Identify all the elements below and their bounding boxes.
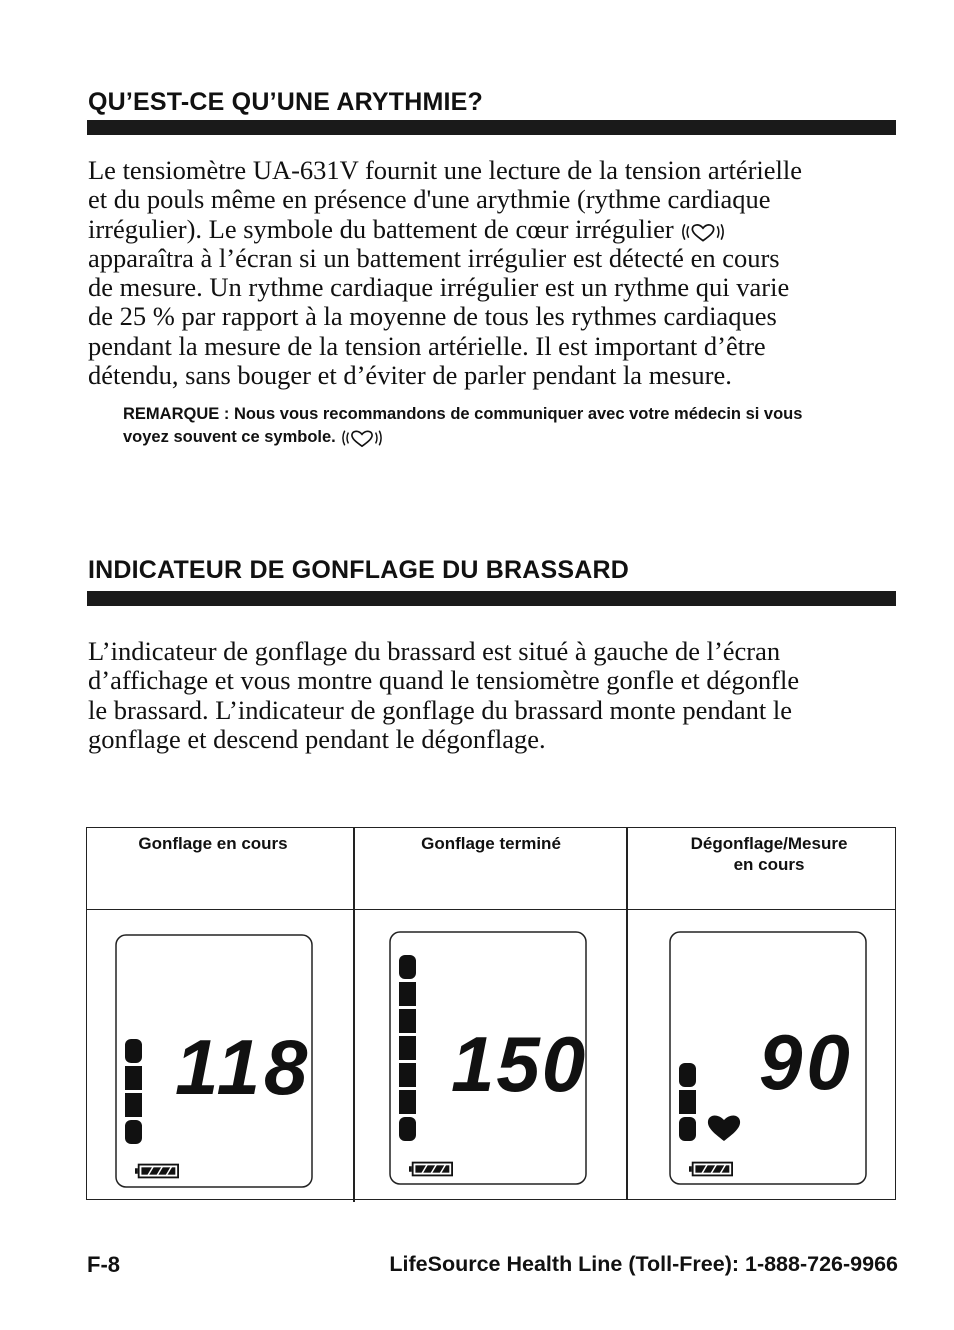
cuff-segment: [399, 1009, 416, 1033]
cuff-segment: [679, 1090, 696, 1114]
column-divider: [353, 828, 355, 1202]
cuff-indicator-paragraph: [88, 637, 888, 754]
cuff-segment: [399, 1036, 416, 1060]
irregular-heartbeat-icon: [340, 428, 384, 448]
paragraph-line: Le tensiomètre UA-631V fournit une lecture de la tension artérielle: [88, 155, 803, 185]
cuff-segment: [679, 1063, 696, 1087]
paragraph-line: L’indicateur de gonflage du brassard est situé à gauche de l’écran: [88, 636, 781, 666]
cuff-segment: [679, 1117, 696, 1141]
battery-icon: [135, 1165, 178, 1178]
footer-contact: LifeSource Health Line (Toll-Free): 1-888-726-9966: [389, 1252, 898, 1276]
cuff-indicator: [125, 1039, 142, 1144]
note-text: voyez souvent ce symbole.: [123, 428, 336, 446]
paragraph-line: apparaîtra à l’écran si un battement irrégulier est détecté en cours: [88, 242, 780, 273]
column-divider: [626, 828, 628, 1199]
paragraph-line: gonflage et descend pendant le dégonflage.: [88, 723, 546, 754]
cuff-indicator: [399, 955, 416, 1141]
paragraph-line: détendu, sans bouger et d’éviter de parler pendant la mesure.: [88, 360, 732, 391]
cuff-segment: [125, 1120, 142, 1144]
section-rule: [87, 120, 896, 135]
note-label: REMARQUE :: [123, 405, 230, 423]
cuff-segment: [399, 1117, 416, 1141]
paragraph-line: et du pouls même en présence d'une arythmie (rythme cardiaque: [88, 184, 771, 215]
heart-icon: [708, 1116, 740, 1141]
page-number: F-8: [87, 1252, 120, 1277]
paragraph-line: d’affichage et vous montre quand le tensiomètre gonfle et dégonfle: [88, 665, 800, 696]
irregular-heartbeat-icon: [680, 221, 726, 243]
battery-icon: [409, 1163, 452, 1176]
paragraph-line: pendant la mesure de la tension artérielle. Il est important d’être: [88, 330, 766, 361]
cuff-segment: [125, 1066, 142, 1090]
section-title-arrhythmia: QU’EST-CE QU’UNE ARYTHMIE?: [88, 88, 484, 116]
note: [123, 403, 913, 449]
cuff-segment: [399, 1090, 416, 1114]
lcd-display: [389, 931, 587, 1190]
column-header-inflated: Gonflage terminé: [421, 834, 561, 853]
reading-value: 118: [175, 1023, 312, 1111]
lcd-display: [115, 934, 313, 1193]
section-title-cuff-indicator: INDICATEUR DE GONFLAGE DU BRASSARD: [88, 556, 630, 584]
section-rule: [87, 591, 896, 606]
reading-value: 90: [759, 1018, 854, 1106]
lcd-inflated: [389, 931, 587, 1185]
note-text: Nous vous recommandons de communiquer avec votre médecin si vous: [233, 405, 803, 423]
paragraph-line: de 25 % par rapport à la moyenne de tous les rythmes cardiaques: [88, 301, 777, 332]
cuff-indicator: [679, 1063, 696, 1141]
column-header-deflating: Dégonflage/Mesure en cours: [690, 834, 848, 874]
battery-icon: [689, 1163, 732, 1176]
lcd-display: [669, 931, 867, 1190]
cuff-segment: [399, 982, 416, 1006]
row-divider: [87, 909, 895, 910]
lcd-inflating: [115, 934, 313, 1188]
column-header-inflating: Gonflage en cours: [138, 834, 288, 853]
cuff-segment: [125, 1093, 142, 1117]
lcd-deflating: [669, 931, 867, 1185]
paragraph-line: de mesure. Un rythme cardiaque irrégulier est un rythme qui varie: [88, 272, 790, 303]
arrhythmia-paragraph: [88, 156, 888, 390]
cuff-segment: [399, 955, 416, 979]
cuff-segment: [125, 1039, 142, 1063]
paragraph-line: le brassard. L’indicateur de gonflage du brassard monte pendant le: [88, 694, 792, 725]
cuff-segment: [399, 1063, 416, 1087]
inflation-table: [86, 827, 896, 1200]
reading-value: 150: [451, 1020, 587, 1108]
paragraph-line: irrégulier). Le symbole du battement de cœur irrégulier: [88, 215, 888, 244]
